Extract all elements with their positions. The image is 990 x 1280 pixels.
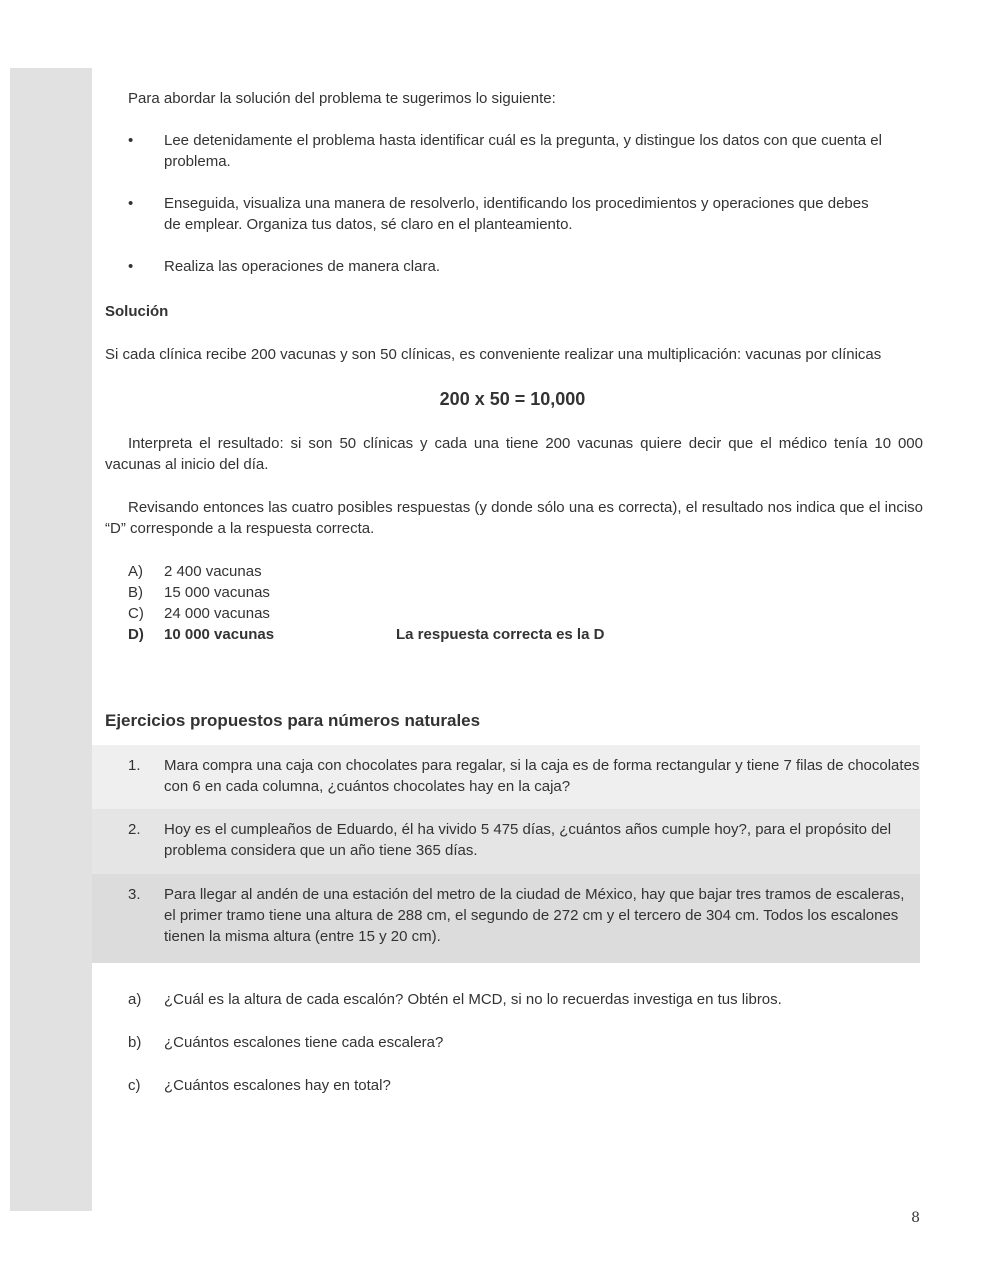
suggestion-text: Lee detenidamente el problema hasta identificar cuál es la pregunta, y distingue los datos con que cuenta el problema. [164,132,882,170]
sub-question-letter: a) [128,991,142,1008]
option-letter: D) [128,626,144,643]
equation: 200 x 50 = 10,000 [439,389,586,409]
exercise-number: 2. [128,821,141,838]
exercise-item [92,809,920,874]
solution-text: Si cada clínica recibe 200 vacunas y son 50 clínicas, es conveniente realizar una multiplicación: vacunas por clínicas [105,346,882,363]
exercise-text: Para llegar al andén de una estación del metro de la ciudad de México, hay que bajar tres tramos de escaleras, el primer tramo tiene una altura de 288 cm, el segundo de 272 cm y el tercero de 304 cm. Todos los escalones tienen la misma altura (entre 15 y 20 cm). [164,886,905,945]
exercise-number: 3. [128,886,141,903]
suggestion-item [128,130,888,172]
suggestion-text: Realiza las operaciones de manera clara. [164,258,440,275]
option-letter: B) [128,584,143,601]
solution-heading: Solución [105,303,169,320]
option-text: 24 000 vacunas [164,605,270,622]
left-margin-bar [10,68,92,1211]
sub-question-letter: b) [128,1034,142,1051]
bullet-icon: • [128,132,134,149]
suggestion-item [128,193,888,235]
bullet-icon: • [128,195,134,212]
intro-text: Para abordar la solución del problema te sugerimos lo siguiente: [128,90,556,107]
exercise-number: 1. [128,757,141,774]
sub-question-letter: c) [128,1077,141,1094]
option-text: 15 000 vacunas [164,584,270,601]
page-number: 8 [911,1210,920,1226]
exercise-text: Hoy es el cumpleaños de Eduardo, él ha vivido 5 475 días, ¿cuántos años cumple hoy?, para el propósito del problema considera que un año tiene 365 días. [164,821,892,859]
suggestion-text: Enseguida, visualiza una manera de resolverlo, identificando los procedimientos y operaciones que debes de emplear. Organiza tus datos, sé claro en el planteamiento. [164,195,869,233]
exercises-title: Ejercicios propuestos para números naturales [105,711,481,730]
option-text: 10 000 vacunas [164,626,275,643]
sub-question-text: ¿Cuántos escalones tiene cada escalera? [164,1034,444,1051]
option-letter: A) [128,563,143,580]
exercise-item [92,745,920,809]
review-text: Revisando entonces las cuatro posibles respuestas (y donde sólo una es correcta), el resultado nos indica que el inciso “D” corresponde a la respuesta correcta. [105,499,923,537]
exercise-item [92,874,920,963]
exercise-text: Mara compra una caja con chocolates para regalar, si la caja es de forma rectangular y tiene 7 filas de chocolates con 6 en cada columna, ¿cuántos chocolates hay en la caja? [164,757,920,795]
interpretation-text: Interpreta el resultado: si son 50 clínicas y cada una tiene 200 vacunas quiere decir que el médico tenía 10 000 vacunas al inicio del día. [105,435,923,473]
sub-question-text: ¿Cuál es la altura de cada escalón? Obtén el MCD, si no lo recuerdas investiga en tus libros. [164,991,782,1008]
option-text: 2 400 vacunas [164,563,262,580]
bullet-icon: • [128,258,134,275]
suggestion-item [128,256,888,277]
suggestion-list [128,130,888,298]
correct-answer-note: La respuesta correcta es la D [396,626,605,643]
sub-question-text: ¿Cuántos escalones hay en total? [164,1077,391,1094]
option-letter: C) [128,605,144,622]
